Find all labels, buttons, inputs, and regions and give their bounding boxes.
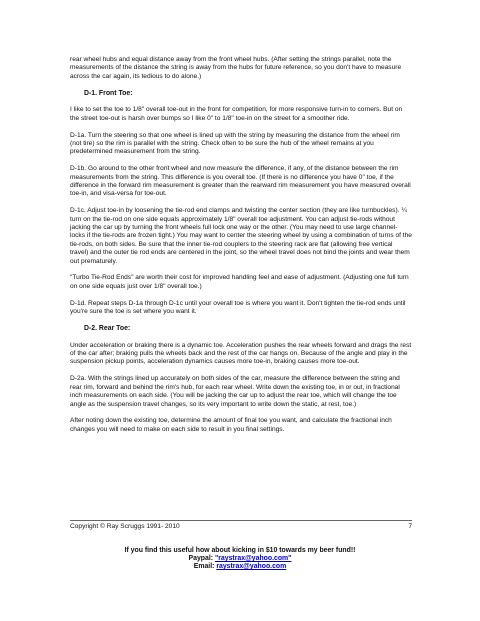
paragraph-rear-intro: Under acceleration or braking there is a dynamic toe. Acceleration pushes the rear wheels forward and drags the rest of the car after; braking pulls the wheels back and the rest of the car hangs on. Because of the angle and play in the suspension pickup points, acceleration dynamics causes more toe-in, braking causes more toe-out.	[70, 341, 412, 366]
copyright-text: Copyright © Ray Scruggs 1991- 2010	[70, 523, 180, 530]
paypal-line	[0, 555, 480, 563]
footer-divider	[70, 520, 412, 521]
paragraph-intro: rear wheel hubs and equal distance away from the front wheel hubs. (After setting the strings parallel, note the measurements of the distance the string is away from the hubs for future reference, so you don't have to measure across the car again, its tedious to do alone.)	[70, 56, 402, 80]
paypal-label: Paypal:	[188, 555, 215, 563]
paragraph-after: After noting down the existing toe, determine the amount of final toe you want, and calculate the fractional inch changes you will need to make on each side to result in you final settings.	[70, 417, 392, 433]
beer-fund-promo	[0, 547, 480, 572]
heading-front-toe: D-1. Front Toe:	[84, 89, 133, 97]
paragraph-d1c: D-1c. Adjust toe-in by loosening the tie-rod end clamps and twisting the center section (they are like turnbuckles). ¼ turn on the tie-rod on one side equals approximately 1/8" overall toe adjustment. You can adjust tie-rods without jacking the car up by turning the front wheels full lock one way or the other. (You may need to use large channel-locks if the tie-rods are frozen tight.) You may want to center the steering wheel by using a combination of turns of the tie-rods, on both sides. Be sure that the inner tie-rod couplers to the steering rack are flat (allowing free vertical travel) and the outer tie rod ends are centered in the joint, so the wheel travel does not bind the joints and wear them out prematurely.	[70, 207, 412, 265]
paypal-link[interactable]: "raystrax@yahoo.com"	[214, 555, 292, 563]
email-label: Email:	[193, 563, 217, 571]
paragraph-turbo: "Turbo Tie-Rod Ends" are worth their cost for improved handling feel and ease of adjustment. (Adjusting one full turn on one side equals just over 1/8" overall toe.)	[70, 274, 409, 290]
paragraph-d1b: D-1b. Go around to the other front wheel and now measure the difference, if any, of the distance between the rim measurements from the string. This difference is you overall toe. (If there is no difference you have 0" toe, if the difference in the forward rim measurement is greater than the rearward rim measurement you have measured overall toe-in, and visa-versa for toe-out.	[70, 165, 411, 198]
paragraph-d2a: D-2a. With the strings lined up accurately on both sides of the car, measure the difference between the string and rear rim, forward and behind the rim's hub, for each rear wheel. Write down the existing toe, in or out, in fractional inch measurements on each side. (You will be jacking the car up to adjust the rear toe, which will change the toe angle as the suspension travel changes, so its very important to write down the static, at rest, toe.)	[70, 375, 400, 408]
document-body	[70, 56, 412, 434]
page-footer	[70, 523, 412, 531]
email-link[interactable]: raystrax@yahoo.com	[216, 563, 287, 571]
promo-line: If you find this useful how about kicking in $10 towards my beer fund!!	[124, 547, 356, 554]
heading-rear-toe: D-2. Rear Toe:	[84, 324, 131, 332]
paragraph-d1d: D-1d. Repeat steps D-1a through D-1c until your overall toe is where you want it. Don't tighten the tie-rod ends until you're sure the toe is set where you want it.	[70, 299, 406, 316]
email-line	[0, 563, 480, 571]
paragraph-front-intro: I like to set the toe to 1/8" overall toe-out in the front for competition, for more responsive turn-in to corners. But on the street toe-out is harsh over bumps so I like 0" to 1/8" toe-in on the street for a smoother ride.	[70, 106, 403, 122]
page-number: 7	[408, 523, 412, 530]
paragraph-d1a: D-1a. Turn the steering so that one wheel is lined up with the string by measuring the distance from the wheel rim (not tire) so the rim is parallel with the string. Check often to be sure the hub of the wheel remains at you predetermined measurement from the string.	[70, 131, 400, 156]
